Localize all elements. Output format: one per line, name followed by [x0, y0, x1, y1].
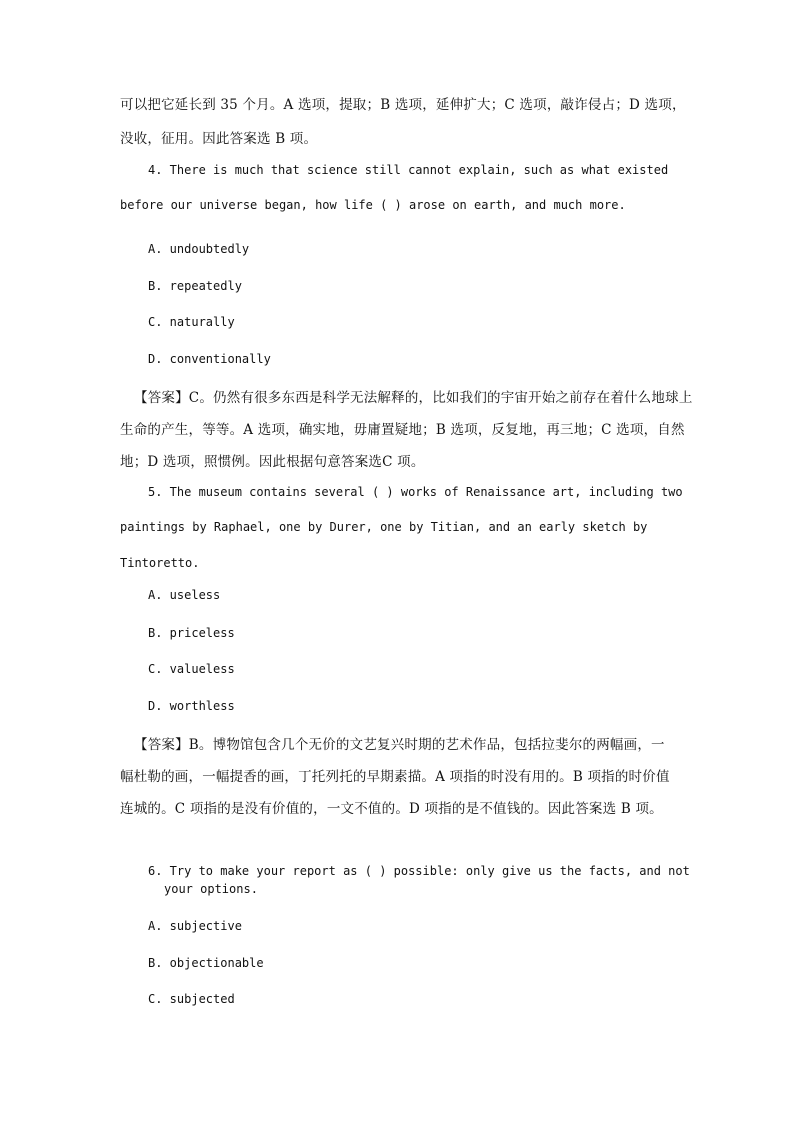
question-5-stem: Tintoretto.	[120, 556, 200, 570]
option-a: A. undoubtedly	[148, 242, 250, 256]
option-d: D. worthless	[148, 699, 235, 713]
option-d: D. conventionally	[148, 352, 271, 366]
question-5-stem: 5. The museum contains several ( ) works of Renaissance art, including two	[148, 485, 683, 499]
question-6-stem: your options.	[164, 882, 258, 896]
answer-line: 生命的产生，等等。A 选项，确实地，毋庸置疑地；B 选项，反复地，再三地；C 选项，自然	[120, 422, 685, 438]
question-4-stem: before our universe began, how life ( ) arose on earth, and much more.	[120, 198, 626, 212]
question-6-stem: 6. Try to make your report as ( ) possible: only give us the facts, and not	[148, 864, 690, 878]
option-b: B. objectionable	[148, 956, 264, 970]
answer-line: 幅杜勒的画，一幅提香的画，丁托列托的早期素描。A 项指的时没有用的。B 项指的时价值	[120, 769, 670, 785]
explanation-line: 可以把它延长到 35 个月。A 选项，提取；B 选项，延伸扩大；C 选项，敲诈侵占；D 选项，	[120, 97, 686, 113]
option-b: B. repeatedly	[148, 279, 242, 293]
explanation-line: 没收，征用。因此答案选 B 项。	[120, 131, 318, 147]
answer-line: 【答案】B。博物馆包含几个无价的文艺复兴时期的艺术作品，包括拉斐尔的两幅画，一	[134, 737, 665, 753]
option-c: C. naturally	[148, 315, 235, 329]
option-c: C. valueless	[148, 662, 235, 676]
answer-line: 地；D 选项，照惯例。因此根据句意答案选C 项。	[120, 454, 425, 470]
option-a: A. useless	[148, 588, 221, 602]
question-5-stem: paintings by Raphael, one by Durer, one by Titian, and an early sketch by	[120, 520, 648, 534]
answer-line: 连城的。C 项指的是没有价值的，一文不值的。D 项指的是不值钱的。因此答案选 B 项。	[120, 801, 663, 817]
option-c: C. subjected	[148, 992, 235, 1006]
question-4-stem: 4. There is much that science still cannot explain, such as what existed	[148, 163, 669, 177]
answer-line: 【答案】C。仍然有很多东西是科学无法解释的，比如我们的宇宙开始之前存在着什么地球上	[134, 390, 693, 406]
option-a: A. subjective	[148, 919, 242, 933]
option-b: B. priceless	[148, 626, 235, 640]
